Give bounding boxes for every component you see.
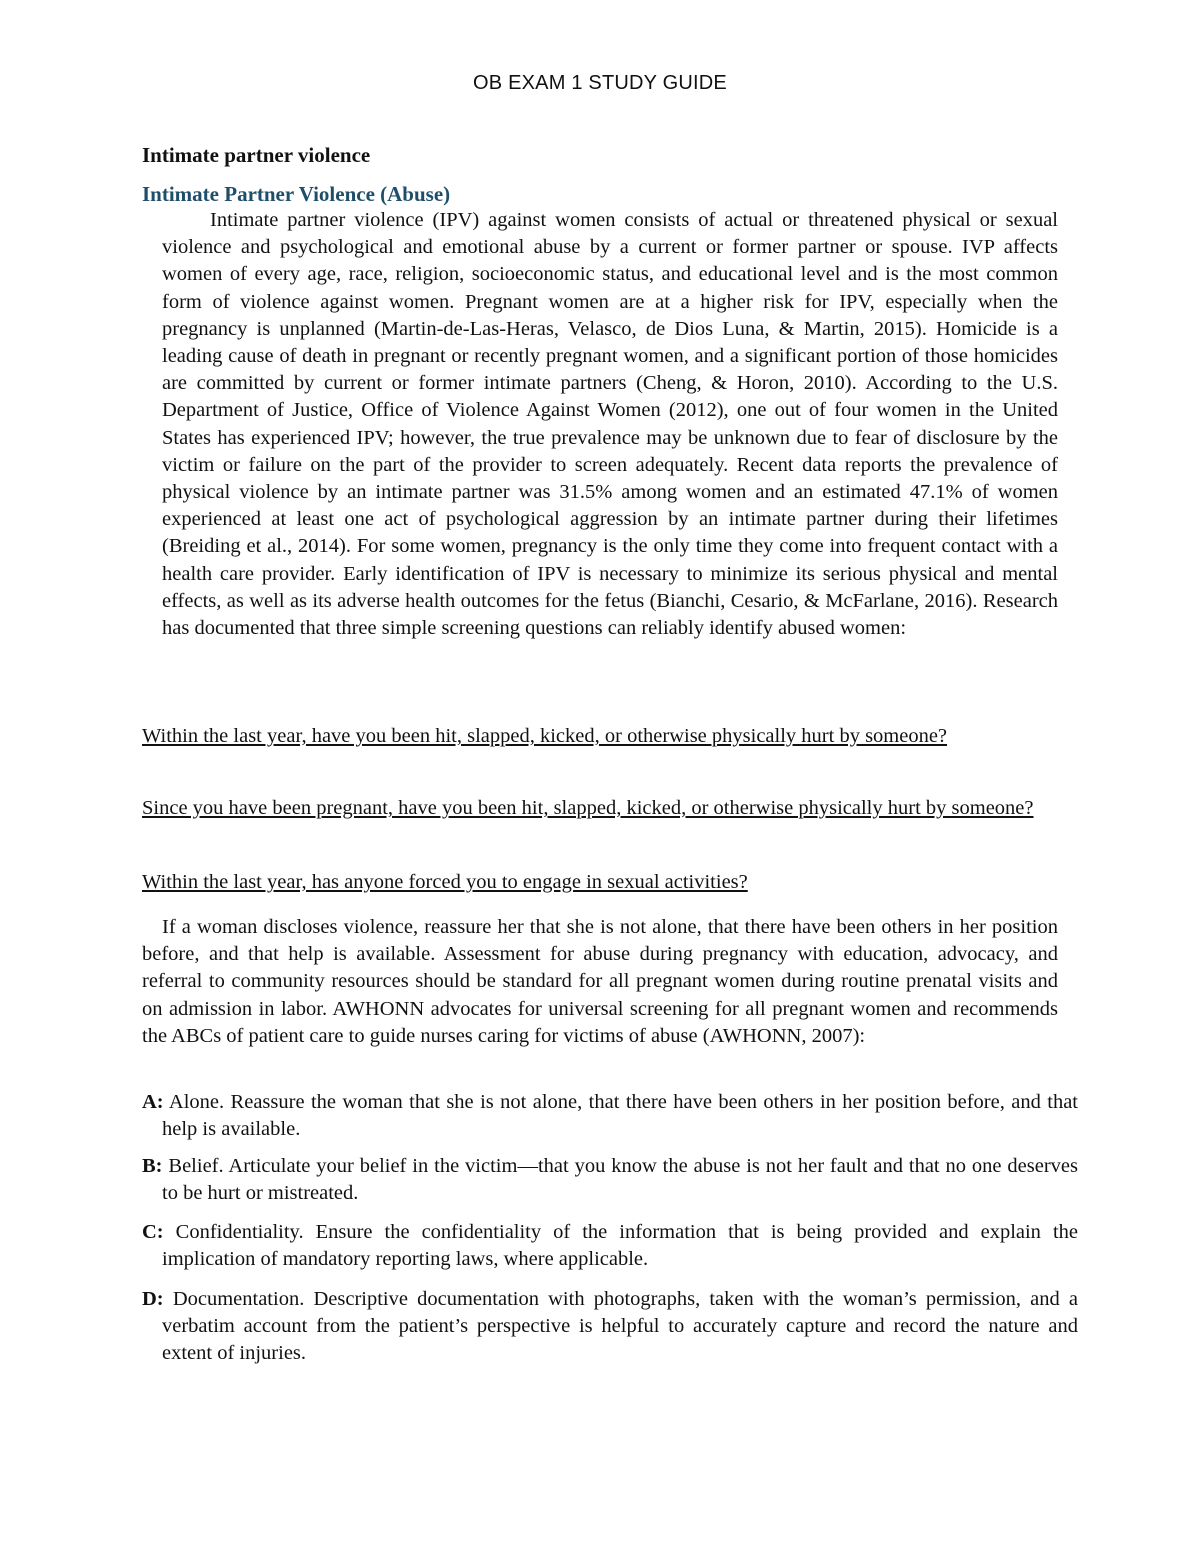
abc-item-alone bbox=[142, 1089, 1078, 1143]
screening-question: Since you have been pregnant, have you been hit, slapped, kicked, or otherwise physically hurt by someone? bbox=[142, 797, 1034, 819]
abc-letter: B: bbox=[142, 1155, 163, 1177]
section-heading: Intimate partner violence bbox=[142, 143, 371, 167]
abc-text: Belief. Articulate your belief in the victim—that you know the abuse is not her fault and that no one deserves to be hurt or mistreated. bbox=[162, 1155, 1078, 1205]
screening-question: Within the last year, has anyone forced you to engage in sexual activities? bbox=[142, 871, 748, 893]
disclosure-paragraph: If a woman discloses violence, reassure her that she is not alone, that there have been others in her position before, and that help is available. Assessment for abuse during pregnancy with education, advocacy, and referral to community resources should be standard for all pregnant women during routine prenatal visits and on admission in labor. AWHONN advocates for universal screening for all pregnant women and recommends the ABCs of patient care to guide nurses caring for victims of abuse (AWHONN, 2007): bbox=[142, 916, 1058, 1047]
abc-text: Confidentiality. Ensure the confidentiality of the information that is being provided and explain the implication of mandatory reporting laws, where applicable. bbox=[162, 1221, 1078, 1271]
page-title: OB EXAM 1 STUDY GUIDE bbox=[473, 72, 727, 94]
sub-heading: Intimate Partner Violence (Abuse) bbox=[142, 182, 451, 206]
abc-letter: C: bbox=[142, 1221, 164, 1243]
abc-text: Alone. Reassure the woman that she is not alone, that there have been others in her position before, and that help is available. bbox=[162, 1091, 1078, 1141]
screening-question: Within the last year, have you been hit, slapped, kicked, or otherwise physically hurt by someone? bbox=[142, 725, 948, 747]
abc-item-confidentiality bbox=[142, 1219, 1078, 1273]
abc-letter: D: bbox=[142, 1288, 164, 1310]
abc-text: Documentation. Descriptive documentation with photographs, taken with the woman’s permission, and a verbatim account from the patient’s perspective is helpful to accurately capture and record the nature and extent of injuries. bbox=[162, 1288, 1079, 1365]
abc-letter: A: bbox=[142, 1091, 164, 1113]
abc-item-documentation bbox=[142, 1286, 1078, 1368]
intro-paragraph: Intimate partner violence (IPV) against women consists of actual or threatened physical or sexual violence and psychological and emotional abuse by a current or former partner or spouse. IVP affects women of every age, race, religion, socioeconomic status, and educational level and is the most common form of violence against women. Pregnant women are at a higher risk for IPV, especially when the pregnancy is unplanned (Martin-de-Las-Heras, Velasco, de Dios Luna, & Martin, 2015). Homicide is a leading cause of death in pregnant or recently pregnant women, and a significant portion of those homicides are committed by current or former intimate partners (Cheng, & Horon, 2010). According to the U.S. Department of Justice, Office of Violence Against Women (2012), one out of four women in the United States has experienced IPV; however, the true prevalence may be unknown due to fear of disclosure by the victim or failure on the part of the provider to screen adequately. Recent data reports the prevalence of physical violence by an intimate partner was 31.5% among women and an estimated 47.1% of women experienced at least one act of psychological aggression by an intimate partner during their lifetimes (Breiding et al., 2014). For some women, pregnancy is the only time they come into frequent contact with a health care provider. Early identification of IPV is necessary to minimize its serious physical and mental effects, as well as its adverse health outcomes for the fetus (Bianchi, Cesario, & McFarlane, 2016). Research has documented that three simple screening questions can reliably identify abused women: bbox=[162, 209, 1058, 640]
abc-item-belief bbox=[142, 1153, 1078, 1207]
